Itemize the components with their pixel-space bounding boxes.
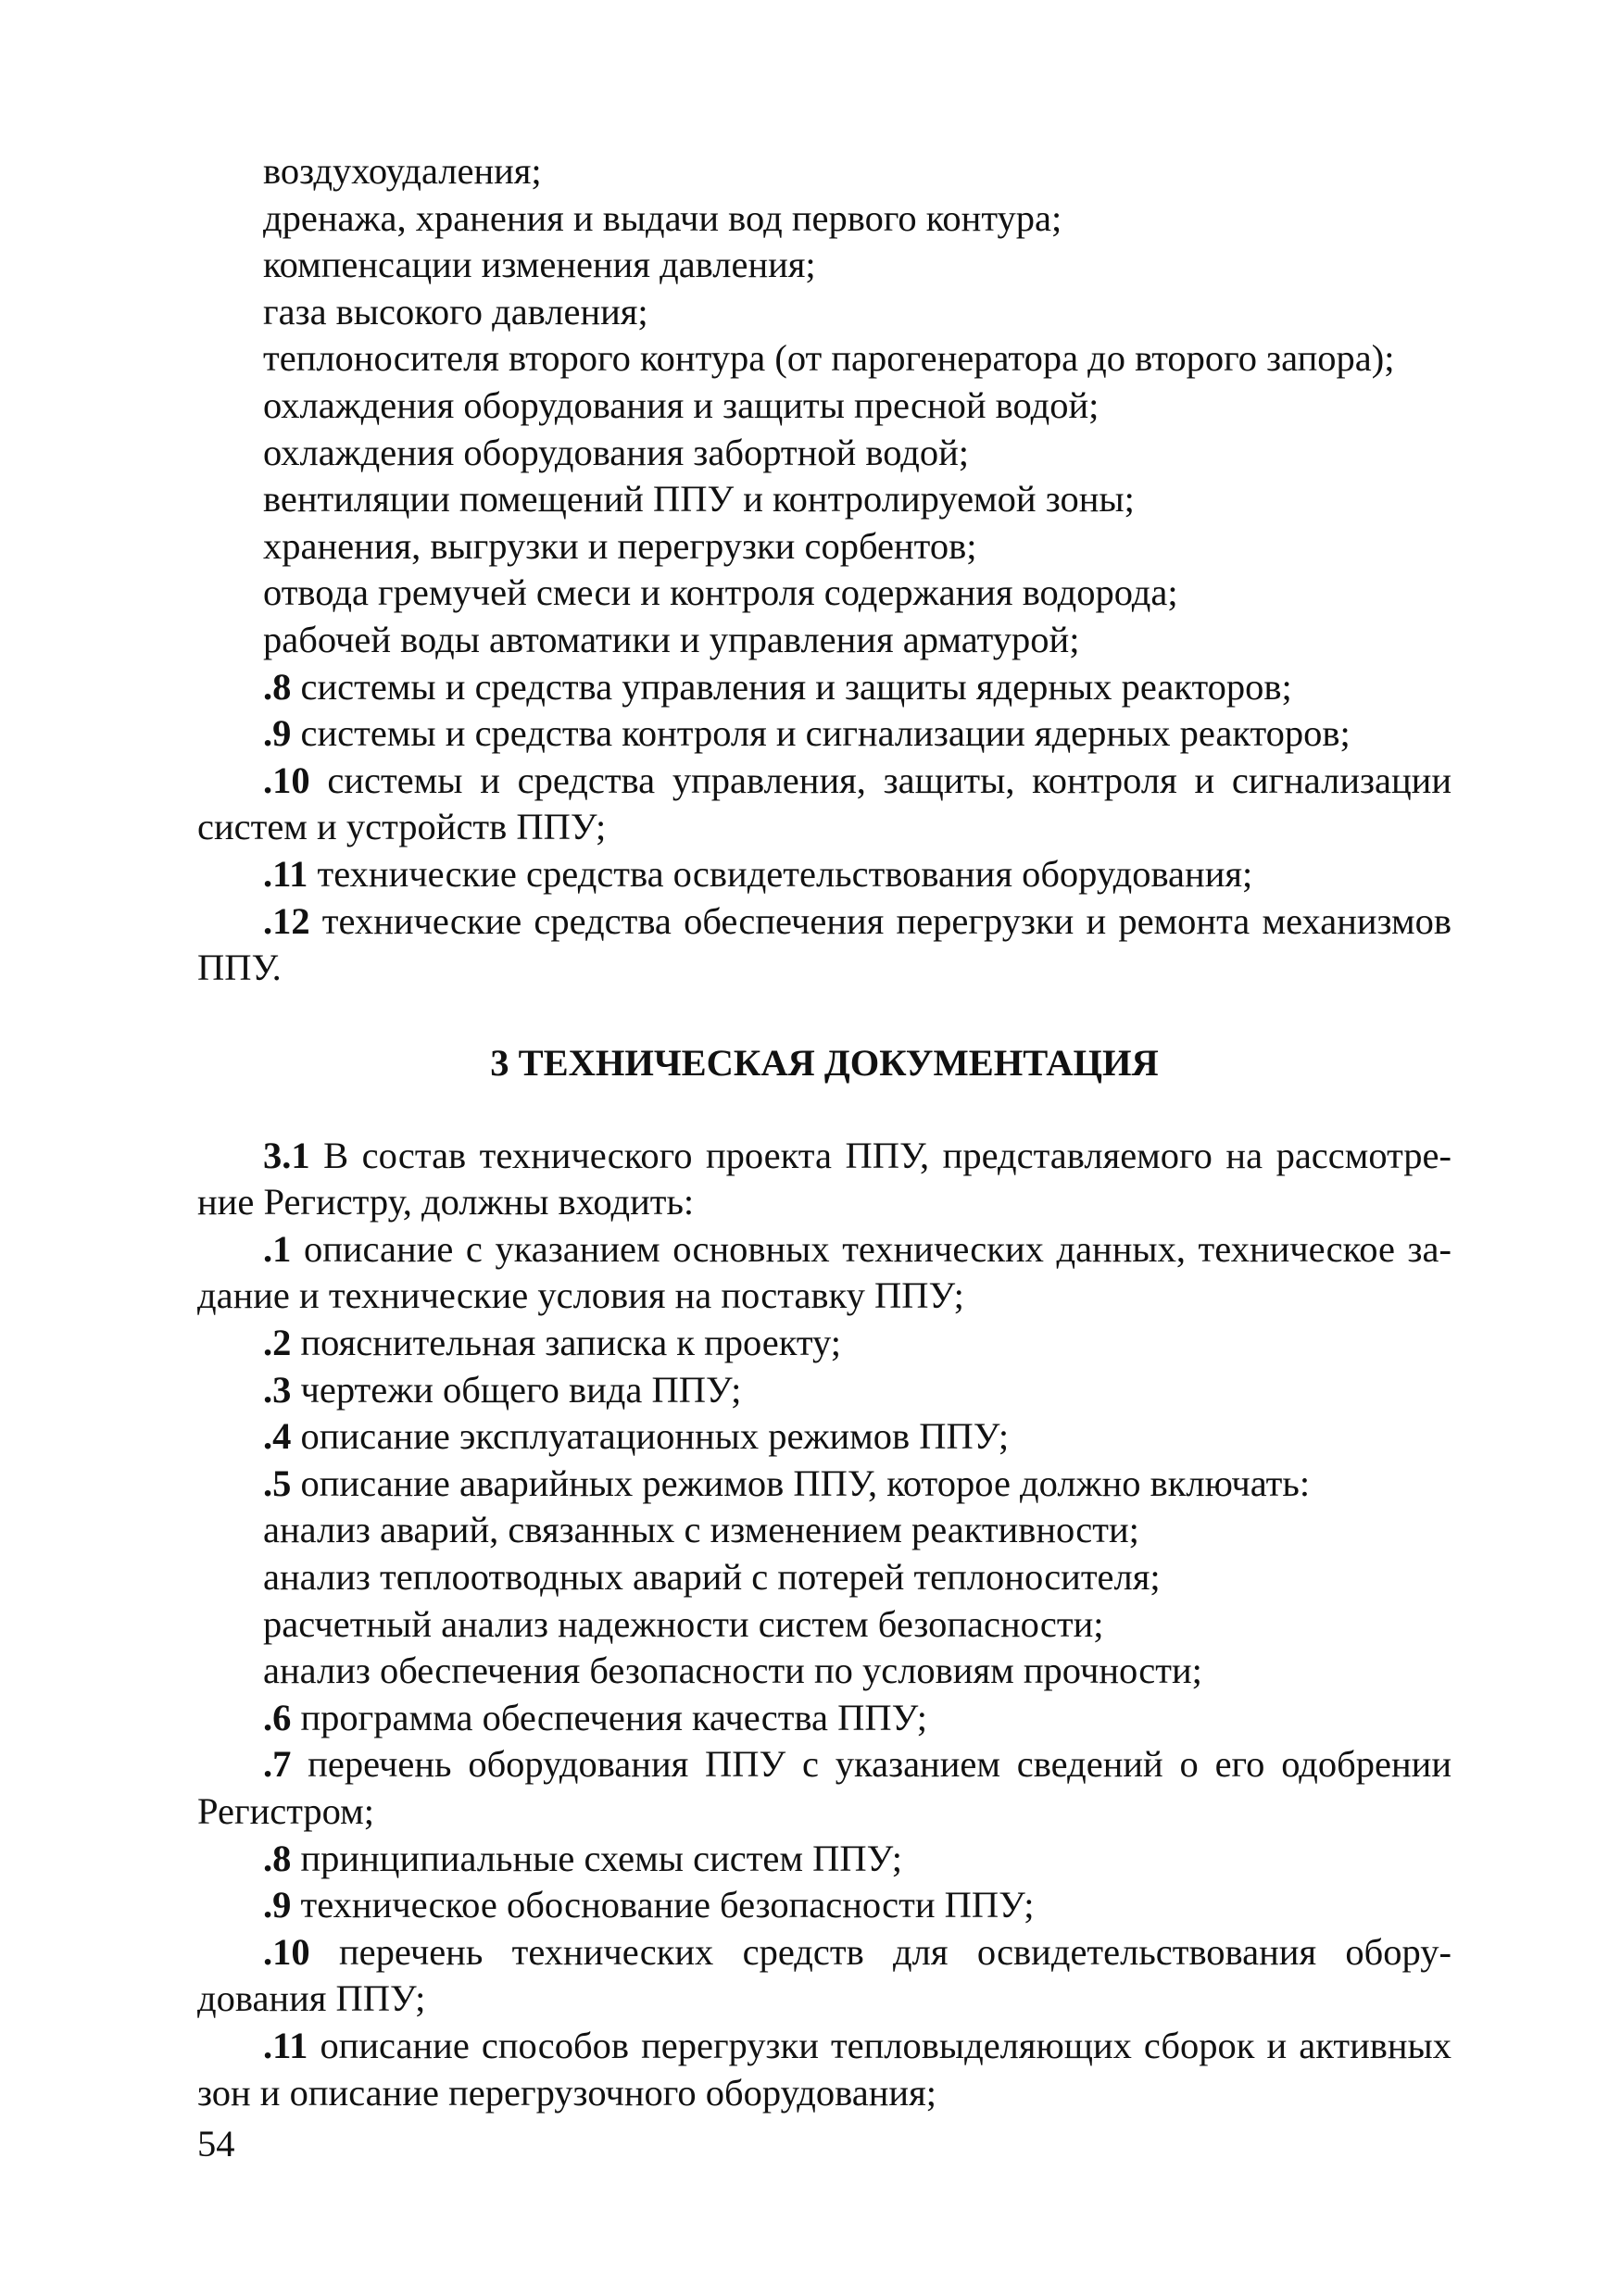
numbered-item	[197, 1882, 1451, 1929]
intro-continuation: ние Регистру, должны входить:	[197, 1181, 695, 1223]
intro-paragraph	[197, 1133, 1451, 1226]
item-text: описание аварийных режимов ППУ, которое должно включать:	[291, 1462, 1311, 1504]
item-text: перечень технических средств для освидетельствования обору-	[309, 1930, 1451, 1973]
page-number: 54	[197, 2123, 235, 2164]
numbered-item	[197, 1929, 1451, 1976]
numbered-item	[197, 2023, 1451, 2070]
item-continuation: зон и описание перегрузочного оборудования;	[197, 2071, 936, 2114]
list-item: хранения, выгрузки и перегрузки сорбентов;	[263, 524, 977, 567]
item-text: принципиальные схемы систем ППУ;	[291, 1837, 903, 1879]
item-continuation: ППУ.	[197, 947, 282, 989]
item-number: .10	[263, 1930, 310, 1973]
item-number: .10	[263, 759, 310, 801]
list-item: теплоносителя второго контура (от парогенератора до второго запора);	[263, 337, 1395, 380]
items-list-c	[197, 1695, 1451, 2116]
numbered-item	[197, 1367, 1451, 1414]
item-text: перечень оборудования ППУ с указанием сведений о его одобрении	[291, 1743, 1451, 1786]
list-item: компенсации изменения давления;	[263, 244, 816, 286]
items-list-a	[197, 664, 1451, 992]
item-number: .3	[263, 1368, 292, 1411]
item-text: техническое обоснование безопасности ППУ;	[291, 1884, 1035, 1926]
list-item: расчетный анализ надежности систем безопасности;	[263, 1602, 1104, 1645]
list-item: вентиляции помещений ППУ и контролируемой зоны;	[263, 478, 1135, 521]
list-item: рабочей воды автоматики и управления арматурой;	[263, 618, 1080, 660]
item-text: программа обеспечения качества ППУ;	[291, 1696, 927, 1738]
item-number: .5	[263, 1462, 292, 1504]
item-continuation: систем и устройств ППУ;	[197, 806, 607, 848]
numbered-item	[197, 1695, 1451, 1742]
item-text: системы и средства контроля и сигнализации ядерных реакторов;	[291, 712, 1351, 755]
item-text: системы и средства управления и защиты ядерных реакторов;	[291, 665, 1292, 708]
intro-text: В состав технического проекта ППУ, представляемого на рассмотре-	[309, 1134, 1451, 1176]
numbered-item	[197, 710, 1451, 758]
item-text: описание с указанием основных технических данных, техническое за-	[291, 1227, 1451, 1270]
item-number: .6	[263, 1696, 292, 1738]
item-text: описание эксплуатационных режимов ППУ;	[291, 1415, 1010, 1458]
item-number: .8	[263, 1837, 292, 1879]
list-item: анализ обеспечения безопасности по условиям прочности;	[263, 1650, 1202, 1692]
item-number: .9	[263, 712, 292, 755]
item-continuation: дования ППУ;	[197, 1977, 426, 2020]
item-number: .9	[263, 1884, 292, 1926]
numbered-item	[197, 1226, 1451, 1273]
item-number: .7	[263, 1743, 292, 1786]
item-continuation: дание и технические условия на поставку ППУ;	[197, 1274, 964, 1317]
numbered-item	[197, 1413, 1451, 1461]
item-text: технические средства обеспечения перегрузки и ремонта механизмов	[309, 899, 1451, 942]
item-number: .1	[263, 1227, 292, 1270]
numbered-item	[197, 1461, 1451, 1508]
item-text: описание способов перегрузки тепловыделяющих сборок и активных	[308, 2024, 1451, 2066]
list-item: газа высокого давления;	[263, 290, 648, 332]
section-heading: 3 ТЕХНИЧЕСКАЯ ДОКУМЕНТАЦИЯ	[490, 1041, 1159, 1084]
item-number: .2	[263, 1322, 292, 1364]
item-number: .11	[263, 2024, 308, 2066]
list-item: анализ аварий, связанных с изменением реактивности;	[263, 1509, 1139, 1551]
items-list-b	[197, 1226, 1451, 1508]
numbered-item	[197, 1320, 1451, 1367]
numbered-item	[197, 758, 1451, 805]
numbered-item	[197, 664, 1451, 711]
list-item: дренажа, хранения и выдачи вод первого контура;	[263, 196, 1062, 239]
list-item: анализ теплоотводных аварий с потерей теплоносителя;	[263, 1556, 1161, 1599]
item-text: пояснительная записка к проекту;	[291, 1322, 842, 1364]
item-number: .4	[263, 1415, 292, 1458]
list-item: воздухоудаления;	[263, 150, 542, 192]
numbered-item	[197, 898, 1451, 946]
analysis-list	[197, 1507, 1451, 1694]
item-number: .12	[263, 899, 310, 942]
clause-number: 3.1	[263, 1134, 310, 1176]
systems-list	[197, 148, 1451, 664]
item-text: чертежи общего вида ППУ;	[291, 1368, 742, 1411]
numbered-item	[197, 1836, 1451, 1883]
numbered-item	[197, 851, 1451, 898]
item-number: .8	[263, 665, 292, 708]
list-item: охлаждения оборудования забортной водой;	[263, 431, 970, 473]
numbered-item	[197, 1741, 1451, 1788]
list-item: охлаждения оборудования и защиты пресной водой;	[263, 383, 1100, 426]
page-body	[197, 148, 1451, 2116]
item-text: системы и средства управления, защиты, контроля и сигнализации	[309, 759, 1451, 801]
list-item: отвода гремучей смеси и контроля содержания водорода;	[263, 571, 1178, 614]
item-number: .11	[263, 852, 308, 895]
item-continuation: Регистром;	[197, 1790, 375, 1832]
item-text: технические средства освидетельствования оборудования;	[308, 852, 1253, 895]
intro-line	[197, 1133, 1451, 1180]
